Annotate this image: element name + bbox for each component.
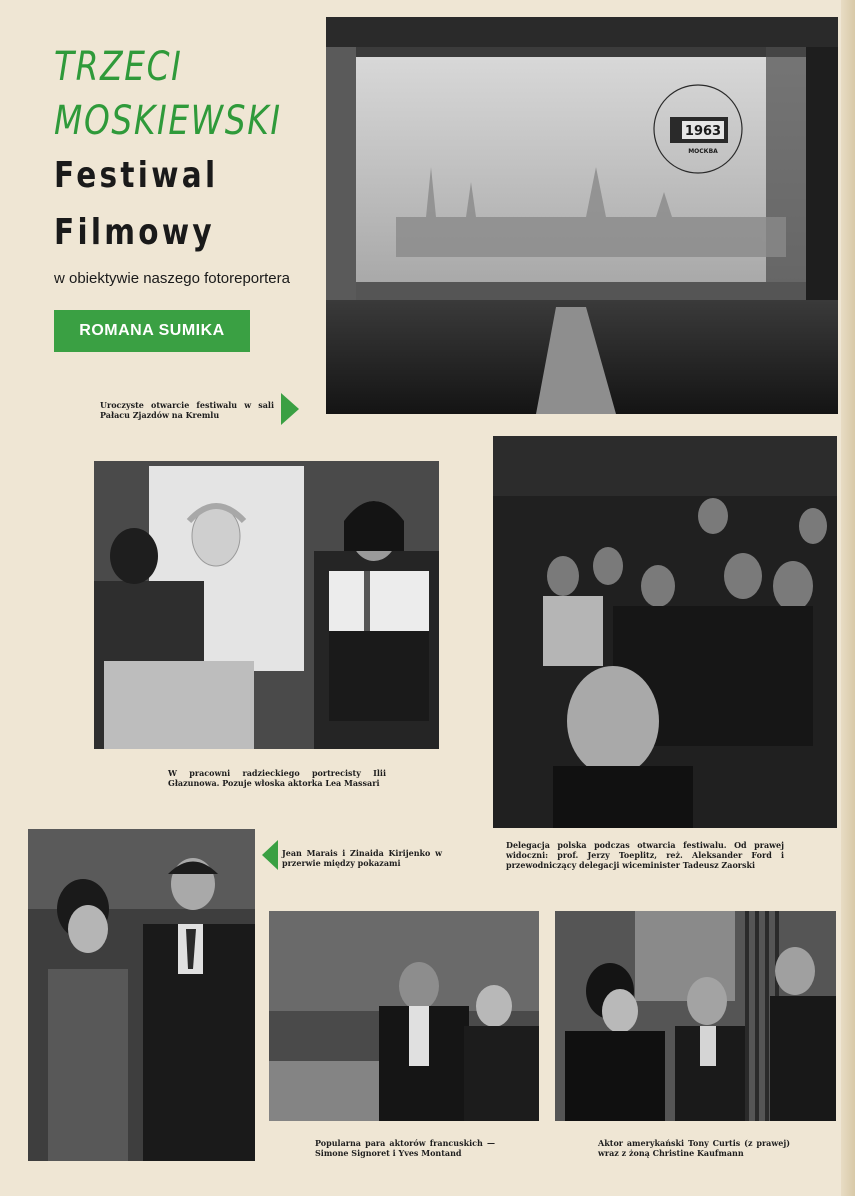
photo-opening-ceremony-graphic [326, 17, 838, 414]
photo-opening-ceremony [326, 17, 838, 414]
photo-marais-kirijenko [28, 829, 255, 1161]
photo-marais-kirijenko-graphic [28, 829, 255, 1161]
arrow-left-icon [262, 840, 278, 870]
byline-box [54, 310, 250, 352]
caption-marais: Jean Marais i Zinaida Kirijenko w przerwie między pokazami [282, 848, 442, 868]
photo-polish-delegation [493, 436, 837, 828]
title-line-filmowy: Filmowy [54, 212, 215, 253]
photo-polish-delegation-graphic [493, 436, 837, 828]
subtitle: w obiektywie naszego fotoreportera [54, 270, 290, 287]
caption-signoret: Popularna para aktorów francuskich — Simone Signoret i Yves Montand [315, 1138, 495, 1158]
caption-opening: Uroczyste otwarcie festiwalu w sali Pałacu Zjazdów na Kremlu [100, 400, 274, 420]
page-edge [841, 0, 855, 1196]
title-line-festiwal: Festiwal [54, 155, 219, 196]
title-line-moskiewski: MOSKIEWSKI [54, 98, 282, 144]
stamp-year: 1963 [684, 124, 722, 139]
byline-text: ROMANA SUMIKA [79, 322, 225, 339]
caption-portrait: W pracowni radzieckiego portrecisty Ilii Głazunowa. Pozuje włoska aktorka Lea Massari [168, 768, 386, 788]
photo-portrait-studio [94, 461, 439, 749]
caption-curtis: Aktor amerykański Tony Curtis (z prawej) wraz z żoną Christine Kaufmann [598, 1138, 790, 1158]
caption-delegation: Delegacja polska podczas otwarcia festiwalu. Od prawej widoczni: prof. Jerzy Toeplitz, reż. Aleksander Ford i przewodniczący delegacji wiceminister Tadeusz Zaorski [506, 840, 784, 870]
photo-portrait-studio-graphic [94, 461, 439, 749]
title-line-trzeci: TRZECI [54, 44, 183, 90]
photo-curtis-kaufmann-graphic [555, 911, 836, 1121]
arrow-right-icon [281, 393, 299, 425]
photo-curtis-kaufmann [555, 911, 836, 1121]
photo-signoret-montand-graphic [269, 911, 539, 1121]
stamp-city: МОСКВА [688, 148, 718, 155]
photo-signoret-montand [269, 911, 539, 1121]
